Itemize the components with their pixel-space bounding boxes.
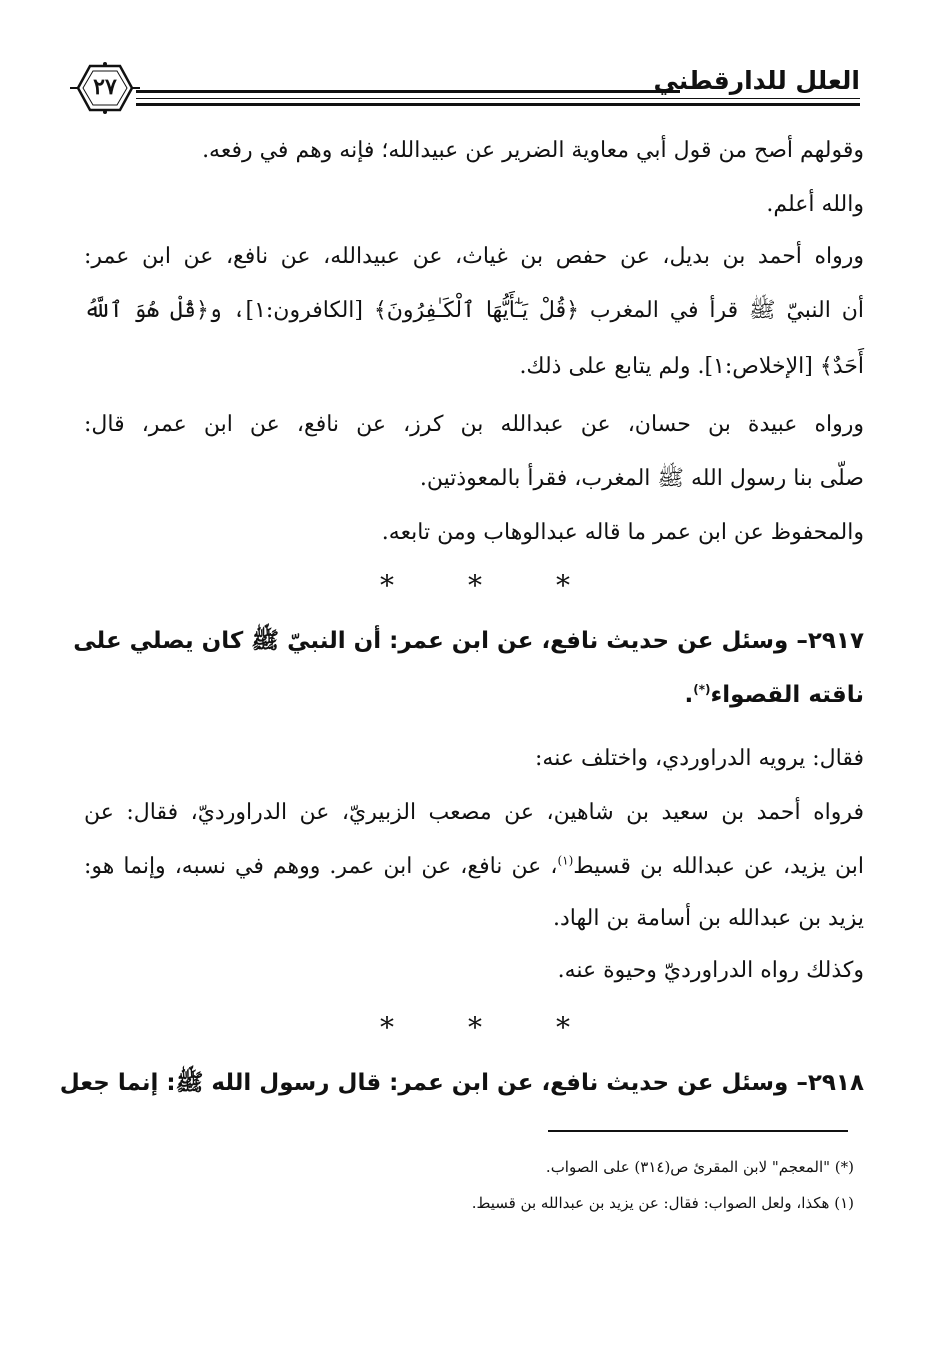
question-heading-cont: ناقته القصواء(*).	[684, 682, 864, 708]
text-line: أَحَدٌ﴾ [الإخلاص:١]. ولم يتابع على ذلك.	[519, 354, 864, 379]
page-number-ornament	[70, 60, 140, 116]
text-line: والله أعلم.	[766, 192, 864, 217]
page-header	[70, 60, 860, 120]
text-line: ورواه أحمد بن بديل، عن حفص بن غياث، عن عبيدالله، عن نافع، عن ابن عمر:	[84, 244, 864, 269]
question-heading: ٢٩١٨– وسئل عن حديث نافع، عن ابن عمر: قال رسول الله ﷺ: إنما جعل	[59, 1070, 864, 1096]
page-number: ٢٧	[93, 74, 117, 100]
footnote: (*) "المعجم" لابن المقرئ ص(٣١٤) على الصواب.	[545, 1158, 854, 1176]
section-separator	[380, 569, 570, 602]
text-line: وقولهم أصح من قول أبي معاوية الضرير عن عبيدالله؛ فإنه وهم في رفعه.	[202, 138, 864, 163]
book-title: العلل للدارقطني	[653, 66, 860, 95]
star-icon: *	[380, 569, 394, 602]
star-icon: *	[556, 569, 570, 602]
question-heading: ٢٩١٧– وسئل عن حديث نافع، عن ابن عمر: أن النبيّ ﷺ كان يصلي على	[73, 628, 864, 654]
text-line: صلّى بنا رسول الله ﷺ المغرب، فقرأ بالمعوذتين.	[419, 466, 864, 491]
footnote: (١) هكذا، ولعل الصواب: فقال: عن يزيد بن عبدالله بن قسيط.	[471, 1194, 854, 1212]
header-rule-thin	[136, 98, 860, 99]
star-icon: *	[468, 1011, 482, 1044]
text-line: وكذلك رواه الدراورديّ وحيوة عنه.	[557, 958, 864, 983]
footnote-divider	[548, 1130, 848, 1132]
text-line: ابن يزيد، عن عبدالله بن قسيط$^{(١)}$، عن نافع، عن ابن عمر. ووهم في نسبه، وإنما هو:	[84, 853, 864, 879]
text-line: ورواه عبيدة بن حسان، عن عبدالله بن كرز، عن نافع، عن ابن عمر، قال:	[84, 412, 865, 437]
footnote-marker: (*)	[693, 682, 711, 697]
header-rule-thick-lower	[136, 103, 860, 106]
section-separator	[380, 1011, 570, 1044]
quran-line: أن النبيّ ﷺ قرأ في المغرب ﴿قُلْ يَـٰٓأَيُّهَا ٱلْكَـٰفِرُونَ﴾ [الكافرون:١]، و﴿قُلْ هُوَ ٱللَّهُ	[84, 298, 864, 323]
text-line: والمحفوظ عن ابن عمر ما قاله عبدالوهاب ومن تابعه.	[381, 520, 864, 545]
star-icon: *	[468, 569, 482, 602]
text-line: فقال: يرويه الدراوردي، واختلف عنه:	[535, 746, 864, 771]
text-line: يزيد بن عبدالله بن أسامة بن الهاد.	[553, 906, 864, 931]
star-icon: *	[380, 1011, 394, 1044]
header-rule-thick	[136, 90, 680, 93]
star-icon: *	[556, 1011, 570, 1044]
text-line: فرواه أحمد بن سعيد بن شاهين، عن مصعب الزبيريّ، عن الدراورديّ، فقال: عن	[84, 800, 864, 825]
footnote-marker: (١)	[557, 853, 574, 868]
